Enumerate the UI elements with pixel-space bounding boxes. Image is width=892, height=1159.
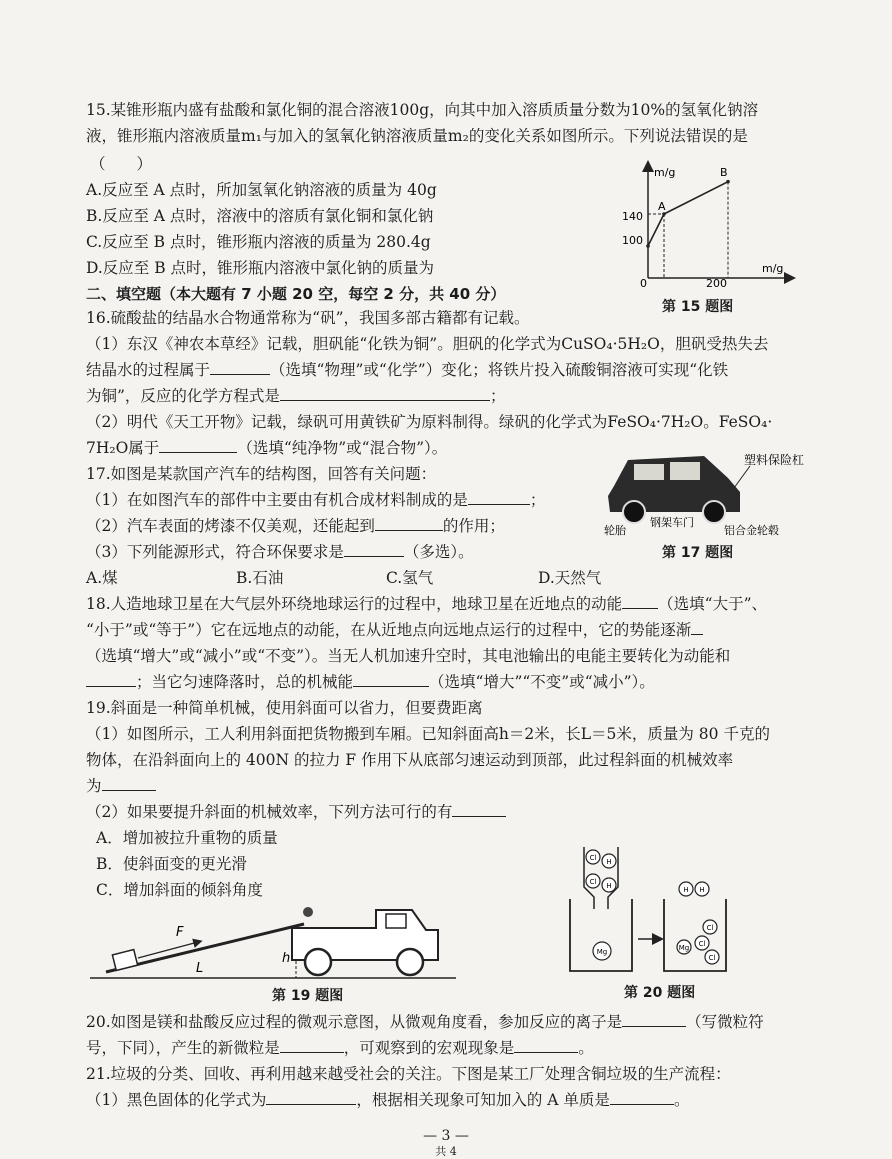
label-alloy-wheel: 铝合金轮毂 <box>724 524 779 536</box>
q18-blank-3[interactable] <box>86 672 136 687</box>
truck-wheel-rear <box>305 949 331 975</box>
data-point-0 <box>646 244 650 248</box>
q17-line-2: （1）在如图汽车的部件中主要由有机合成材料制成的是 ； <box>86 491 546 509</box>
q17-option-d: D.天然气 <box>538 569 602 587</box>
point-b-label: B <box>720 166 728 179</box>
q18-line-4: ；当它匀速降落时，总的机械能 （选填“增大”“不变”或“减小”）。 <box>86 671 655 693</box>
chart-marks <box>646 180 730 278</box>
q20-blank-3[interactable] <box>514 1038 578 1053</box>
q18-blank-4[interactable] <box>353 672 429 687</box>
q17-figure-caption: 第 17 题图 <box>662 545 734 561</box>
chart-xlabel: m/g <box>762 262 784 275</box>
q17-option-c: C.氢气 <box>386 569 434 587</box>
car-window-rear <box>670 462 700 480</box>
pointer-bumper <box>734 466 750 488</box>
right-ions <box>677 882 719 964</box>
x-tick-0: 0 <box>640 277 647 290</box>
q20-blank-2[interactable] <box>280 1038 344 1053</box>
q15-option-a: A.反应至 A 点时，所加氢氧化钠溶液的质量为 40g <box>86 181 437 199</box>
page-note: 共 4 <box>435 1145 457 1158</box>
q19-ramp-figure <box>86 900 466 990</box>
q18-line-3: （选填“增大”或“减小”或“不变”）。当无人机加速升空时，其电池输出的电能主要转化为动能和 <box>86 647 731 665</box>
left-ion-2-label: Cl <box>589 878 597 886</box>
q19-option-b: B．使斜面变的更光滑 <box>96 855 247 873</box>
left-ion-1-label: H <box>606 858 612 866</box>
chart-ylabel: m/g <box>654 166 676 179</box>
y-tick-140: 140 <box>622 210 643 223</box>
data-point-2 <box>726 180 730 184</box>
q21-line-1: 21.垃圾的分类、回收、再利用越来越受社会的关注。下图是某工厂处理含铜垃圾的生产流程： <box>86 1065 731 1083</box>
q16-line-3: 结晶水的过程属于 （选填“物理”或“化学”）变化；将铁片投入硫酸铜溶液可实现“化铁 <box>86 361 729 379</box>
right-ion-3-label: Mg <box>678 944 690 952</box>
left-ions <box>586 850 616 960</box>
section-heading: 二、填空题（本大题有 7 小题 20 空，每空 2 分，共 40 分） <box>86 285 506 303</box>
truck-wheel-front <box>397 949 423 975</box>
q19-line-1: 19.斜面是一种简单机械，使用斜面可以省力，但要费距离 <box>86 699 483 717</box>
worker-figure <box>303 907 313 917</box>
label-steel-door: 钢架车门 <box>650 516 694 529</box>
q15-option-d: D.反应至 B 点时，锥形瓶内溶液中氯化钠的质量为 <box>86 259 435 277</box>
q21-blank-2[interactable] <box>610 1090 674 1105</box>
q17-blank-2[interactable] <box>375 516 443 531</box>
cargo-box <box>112 950 137 971</box>
q16-line-4: 为铜”，反应的化学方程式是 ； <box>86 387 506 405</box>
label-length-l: L <box>196 961 204 976</box>
q19-line-5: （2）如果要提升斜面的机械效率，下列方法可行的有 <box>86 801 506 823</box>
q21-blank-1[interactable] <box>266 1090 356 1105</box>
q19-figure-caption: 第 19 题图 <box>272 988 344 1004</box>
q19-line-2: （1）如图所示，工人利用斜面把货物搬到车厢。已知斜面高h＝2米，长L＝5米，质量为 80 千克的 <box>86 725 770 743</box>
q18-line-1: 18.人造地球卫星在大气层外环绕地球运行的过程中，地球卫星在近地点的动能 （选填“大于”、 <box>86 595 768 613</box>
q19-blank-2[interactable] <box>452 802 506 817</box>
x-tick-200: 200 <box>706 277 727 290</box>
label-force-f: F <box>176 925 184 940</box>
label-plastic-bumper: 塑料保险杠 <box>744 453 805 467</box>
q17-line-1: 17.如图是某款国产汽车的结构图，回答有关问题： <box>86 465 437 483</box>
q16-blank-2[interactable] <box>280 386 490 401</box>
page-number: — 3 — <box>423 1128 469 1144</box>
q20-blank-1[interactable] <box>622 1012 686 1027</box>
q17-blank-1[interactable] <box>468 490 530 505</box>
right-ion-0-label: H <box>683 886 689 894</box>
q15-chart <box>620 160 800 290</box>
q17-option-b: B.石油 <box>236 569 284 587</box>
q15-figure-caption: 第 15 题图 <box>662 299 734 315</box>
q20-figure-caption: 第 20 题图 <box>624 985 696 1001</box>
left-solid-mg-label: Mg <box>596 948 608 956</box>
q20-microscopic-figure <box>560 843 760 983</box>
q15-option-c: C.反应至 B 点时，锥形瓶内溶液的质量为 280.4g <box>86 233 431 251</box>
q17-option-a: A.煤 <box>86 569 118 587</box>
q16-blank-1[interactable] <box>210 360 270 375</box>
left-ion-3-label: H <box>606 882 612 890</box>
q17-car-figure <box>600 446 820 536</box>
q18-line-2: “小于”或“等于”）它在远地点的动能，在从近地点向远地点运行的过程中，它的势能逐渐 <box>86 619 703 641</box>
label-height-h: h <box>282 951 291 966</box>
q19-option-c: C．增加斜面的倾斜角度 <box>96 881 263 899</box>
q18-blank-2[interactable] <box>691 620 703 635</box>
q19-blank-1[interactable] <box>102 776 156 791</box>
q20-line-1: 20.如图是镁和盐酸反应过程的微观示意图，从微观角度看，参加反应的离子是 （写微粒符 <box>86 1013 764 1031</box>
right-ion-1-label: H <box>699 886 705 894</box>
left-ion-0-label: Cl <box>589 854 597 862</box>
q16-line-1: 16.硫酸盐的结晶水合物通常称为“矾”，我国多部古籍都有记载。 <box>86 309 530 327</box>
q19-line-3: 物体，在沿斜面向上的 400N 的拉力 F 作用下从底部匀速运动到顶部，此过程斜面的机械效率 <box>86 751 734 769</box>
q16-line-6: 7H₂O属于 （选填“纯净物”或“混合物”）。 <box>86 439 448 457</box>
right-ion-5-label: Cl <box>708 954 716 962</box>
q17-line-3: （2）汽车表面的烤漆不仅美观，还能起到 的作用； <box>86 517 505 535</box>
car-wheel-front <box>623 501 645 523</box>
car-window-front <box>634 464 664 480</box>
q15-line-1: 15.某锥形瓶内盛有盐酸和氯化铜的混合溶液100g，向其中加入溶质质量分数为10%的氢氧化钠溶 <box>86 101 759 119</box>
y-tick-100: 100 <box>622 234 643 247</box>
q15-answer-paren: （ ） <box>90 155 153 173</box>
label-tire: 轮胎 <box>604 524 626 536</box>
q20-line-2: 号，下同），产生的新微粒是 ，可观察到的宏观现象是 。 <box>86 1039 594 1057</box>
car-wheel-rear <box>703 501 725 523</box>
q19-line-4: 为 <box>86 775 156 797</box>
right-ion-4-label: Cl <box>698 940 706 948</box>
q16-line-5: （2）明代《天工开物》记载，绿矾可用黄铁矿为原料制得。绿矾的化学式为FeSO₄·7H₂O。FeSO₄· <box>86 413 773 431</box>
q19-option-a: A．增加被拉升重物的质量 <box>96 829 278 847</box>
q16-line-2: （1）东汉《神农本草经》记载，胆矾能“化铁为铜”。胆矾的化学式为CuSO₄·5H₂O，胆矾受热失去 <box>86 335 769 353</box>
q15-option-b: B.反应至 A 点时，溶液中的溶质有氯化铜和氯化钠 <box>86 207 434 225</box>
q18-blank-1[interactable] <box>622 594 658 609</box>
q17-blank-3[interactable] <box>344 542 404 557</box>
q15-line-2: 液，锥形瓶内溶液质量m₁与加入的氢氧化钠溶液质量m₂的变化关系如图所示。下列说法错误的是 <box>86 127 748 145</box>
right-ion-2-label: Cl <box>706 924 714 932</box>
q21-line-2: （1）黑色固体的化学式为 ，根据相关现象可知加入的 A 单质是 。 <box>86 1091 690 1109</box>
q17-line-4: （3）下列能源形式，符合环保要求是 （多选）。 <box>86 543 474 561</box>
truck-window <box>386 914 406 928</box>
point-a-label: A <box>658 200 666 213</box>
q16-blank-3[interactable] <box>159 438 237 453</box>
